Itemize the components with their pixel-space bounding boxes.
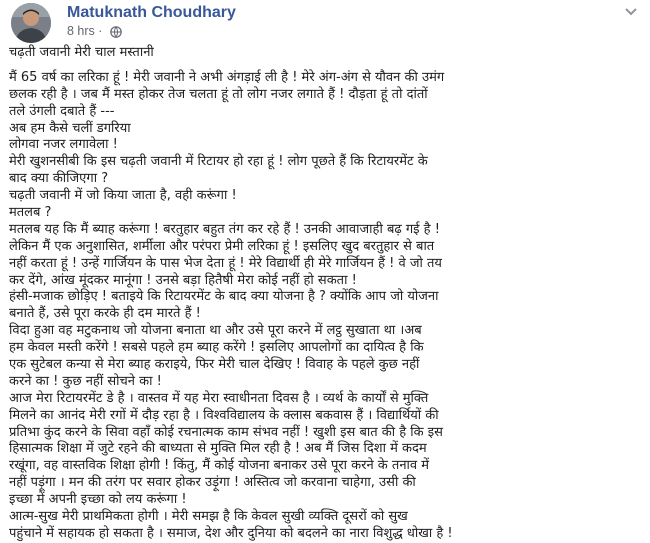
post-text-line: हम केवल मस्ती करेंगे ! सबसे पहले हम ब्याह करेंगे ! इसलिए आपलोगों का दायित्व है कि [9,340,424,356]
post-text-line: विदा हुआ वह मटुकनाथ जो योजना बनाता था और उसे पूरा करने में लट्ठ सुखाता था ।अब [9,323,422,339]
globe-icon[interactable] [110,26,122,38]
paragraph-gap [9,62,649,70]
post-text-line: नहीं पड़ूंगा । मन की तरंग पर सवार होकर उड़ूंगा ! अस्तित्व जो करवाना चाहेगा, उसी की [9,475,416,491]
post-text-line: नहीं करता हूं ! उन्हें गार्जियन के पास भेज देता हूं ! मेरे विद्यार्थी ही मेरे गार्जियन हैं ! वे जो तय [9,255,442,271]
post-text-line: रखूंगा, वह वास्तविक शिक्षा होगी ! किंतु, मैं कोई योजना बनाकर उसे पूरा करने के तनाव में [9,458,430,474]
post-text-line: हिसात्मक शिक्षा में जुटे रहने की बाध्यता से मुक्ति मिल रही है ! अब मैं जिस दिशा में कदम [9,441,427,457]
post-text-line: मतलब ? [9,205,52,221]
post-text-line: बाद क्या कीजिएगा ? [9,171,109,187]
post-title: चढ़ती जवानी मेरी चाल मस्तानी [9,45,154,60]
chevron-down-icon[interactable] [624,7,638,17]
post-time[interactable]: 8 hrs [67,24,95,38]
post-text-line: हंसी-मजाक छोड़िए ! बताइये कि रिटायरमेंट के बाद क्या योजना है ? क्योंकि आप जो योजना [9,289,439,305]
post-text-line: कर देंगे, आंख मूंदकर मानूंगा ! उनसे बड़ा हितैषी मेरा कोई नहीं हो सकता ! [9,272,357,288]
post-text-line: अब हम कैसे चलीं डगरिया [9,120,131,136]
post-text-line: तले उंगली दबाते हैं --- [9,103,115,119]
post-header [0,0,650,44]
post-text-line: चढ़ती जवानी में जो किया जाता है, वही करूंगा ! [9,188,237,204]
post-meta [67,24,102,38]
post-text-line: मेरी खुशनसीबी कि इस चढ़ती जवानी में रिटायर हो रहा हूं ! लोग पूछते हैं कि रिटायरमेंट के [9,154,428,170]
post-text-line: लेकिन मैं एक अनुशासित, शर्मीला और परंपरा प्रेमी लरिका हूं ! इसलिए खुद बरतुहार से बात [9,238,435,254]
post-text-line: मिलने का आनंद मेरी रगों में दौड़ रहा है । विश्वविद्यालय के क्लास बकवास हैं । विद्यार्थियों की [9,407,439,423]
post-text-line: बनाते हैं, उसे पूरा करके ही दम मारते हैं ! [9,306,201,322]
post-text-line: करने का ! कुछ नहीं सोचने का ! [9,373,162,389]
post-text-line: इच्छा में अपनी इच्छा को लय करूंगा ! [9,492,187,508]
post-text-line: मतलब यह कि मैं ब्याह करूंगा ! बरतुहार बहुत तंग कर रहे हैं ! उनकी आवाजाही बढ़ गई है ! [9,221,440,237]
post-text-line: लोगवा नजर लगावेला ! [9,137,118,153]
post-text-line: पहुंचाने में सहायक हो सकता है । समाज, देश और दुनिया को बदलने का नारा विशुद्ध धोखा है ! [9,525,453,541]
avatar[interactable] [11,3,51,43]
post-text-line: मैं 65 वर्ष का लरिका हूं ! मेरी जवानी ने अभी अंगड़ाई ली है ! मेरे अंग-अंग से यौवन की उमंग [9,69,445,85]
post-text-line: आज मेरा रिटायरमेंट डे है । वास्तव में यह मेरा स्वाधीनता दिवस है । व्यर्थ के कार्यों से मुक्ति [9,390,429,406]
author-name[interactable]: Matuknath Choudhary [67,4,236,21]
post-body [9,45,649,543]
post-text-line: प्रतिभा कुंद करने के सिवा वहाँ कोई रचनात्मक काम संभव नहीं ! खुशी इस बात की है कि इस [9,424,443,440]
post-text-line: एक सुटेबल कन्या से मेरा ब्याह कराइये, फिर मेरी चाल देखिए ! विवाह के पहले कुछ नहीं [9,357,420,373]
post-text-line: आत्म-सुख मेरी प्राथमिकता होगी । मेरी समझ है कि केवल सुखी व्यक्ति दूसरों को सुख [9,509,408,525]
meta-separator: · [98,24,103,38]
post-text-line: छलक रही है । जब मैं मस्त होकर तेज चलता हूं तो लोग नजर लगाते हैं ! दौड़ता हूं तो दांतों [9,86,428,102]
